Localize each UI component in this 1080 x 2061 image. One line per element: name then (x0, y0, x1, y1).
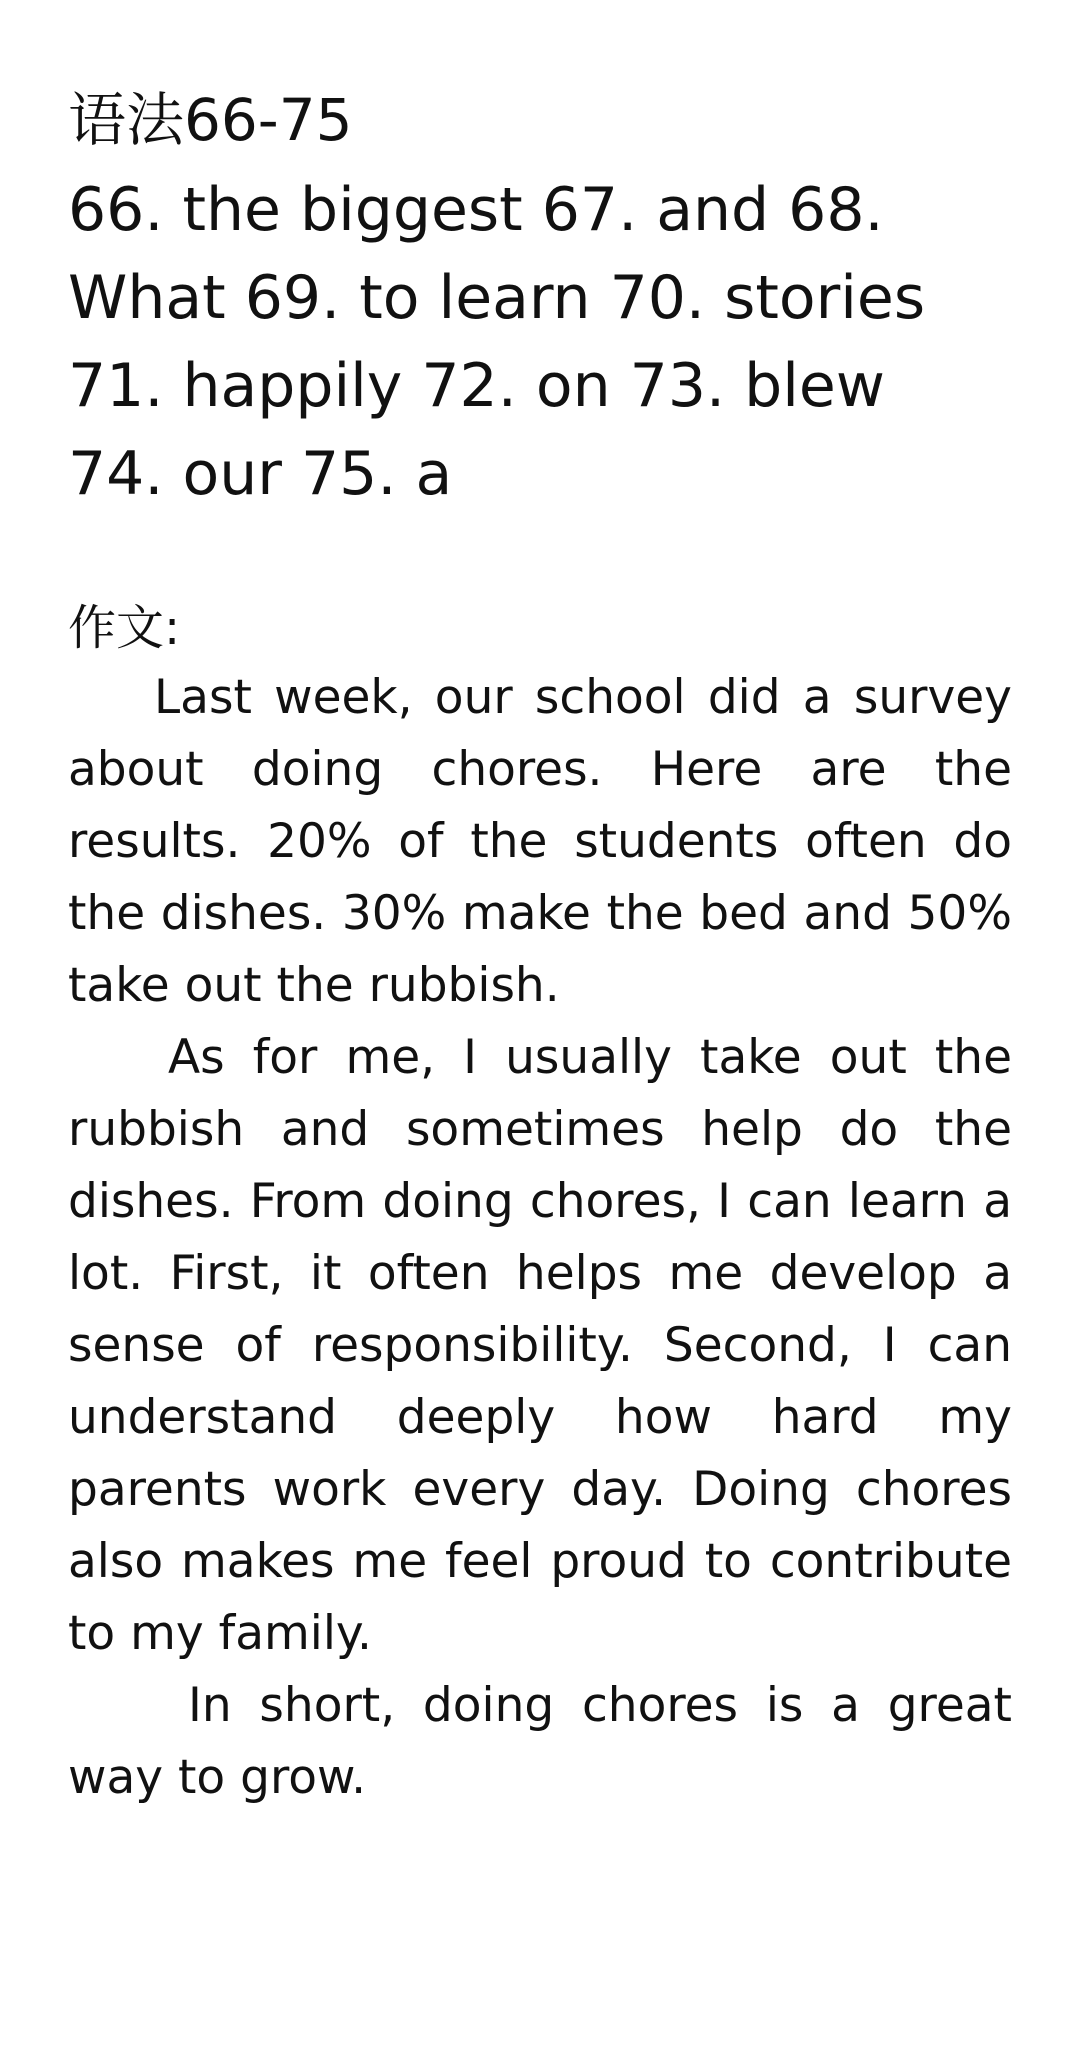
essay-paragraph-3: In short, doing chores is a great way to grow. (68, 1678, 1012, 1805)
essay-paragraph-1: Last week, our school did a survey about doing chores. Here are the results. 20% of the students often do the dishes. 30% make the bed and 50% take out the rubbish. (68, 670, 1012, 1013)
grammar-answers: 66. the biggest 67. and 68. What 69. to learn 70. stories 71. happily 72. on 73. blew 74. our 75. a (68, 175, 926, 509)
essay-body (68, 662, 1012, 1814)
essay-heading: 作文: (68, 600, 181, 656)
page-title: 语法66-75 (68, 86, 353, 154)
essay-paragraph-2: As for me, I usually take out the rubbish and sometimes help do the dishes. From doing chores, I can learn a lot. First, it often helps me develop a sense of responsibility. Second, I can understand deeply how hard my parents work every day. Doing chores also makes me feel proud to contribute to my family. (68, 1030, 1012, 1661)
